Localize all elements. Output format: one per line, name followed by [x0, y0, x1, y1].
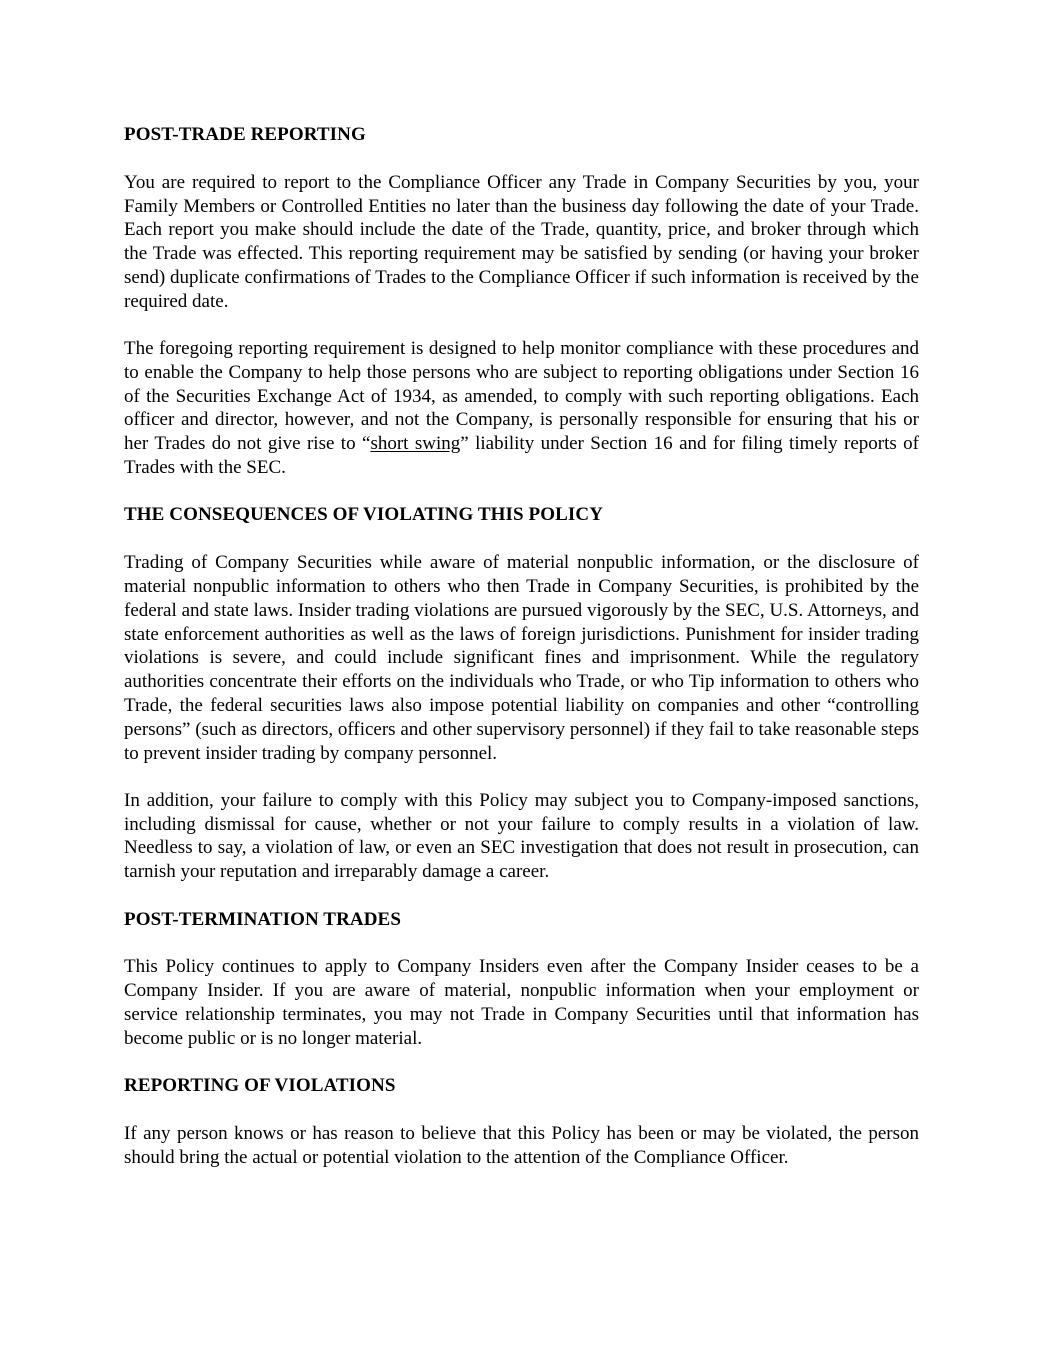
- paragraph-post-trade-reporting-1: You are required to report to the Compliance Officer any Trade in Company Securities by you, your Family Members or Controlled Entities no later than the business day following the date of your Trade. Each report you make should include the date of the Trade, quantity, price, and broker through which the Trade was effected. This reporting requirement may be satisfied by sending (or having your broker send) duplicate confirmations of Trades to the Compliance Officer if such information is received by the required date.: [124, 171, 919, 312]
- paragraph-post-trade-reporting-2: [124, 337, 919, 480]
- section-heading-reporting-of-violations: REPORTING OF VIOLATIONS: [124, 1075, 396, 1096]
- short-swing-underlined-term: short swing: [370, 433, 461, 455]
- document-page: [124, 123, 919, 1193]
- section-heading-post-trade-reporting: POST-TRADE REPORTING: [124, 124, 366, 145]
- paragraph-text: The foregoing reporting requirement is designed to help monitor compliance with these procedures and to enable the Company to help those persons who are subject to reporting obligations under Section 16 of the Securities Exchange Act of 1934, as amended, to comply with such reporting obligations. Each officer and director, however, and not the Company, is personally responsible for ensuring that his or her Trades do not give rise to “: [124, 338, 919, 455]
- paragraph-post-termination-trades: This Policy continues to apply to Company Insiders even after the Company Insider ceases to be a Company Insider. If you are aware of material, nonpublic information when your employment or service relationship terminates, you may not Trade in Company Securities until that information has become public or is no longer material.: [124, 956, 919, 1049]
- paragraph-consequences-1: Trading of Company Securities while aware of material nonpublic information, or the disclosure of material nonpublic information to others who then Trade in Company Securities, is prohibited by the federal and state laws. Insider trading violations are pursued vigorously by the SEC, U.S. Attorneys, and state enforcement authorities as well as the laws of foreign jurisdictions. Punishment for insider trading violations is severe, and could include significant fines and imprisonment. While the regulatory authorities concentrate their efforts on the individuals who Trade, or who Tip information to others who Trade, the federal securities laws also impose potential liability on companies and other “controlling persons” (such as directors, officers and other supervisory personnel) if they fail to take reasonable steps to prevent insider trading by company personnel.: [124, 552, 919, 764]
- paragraph-consequences-2: In addition, your failure to comply with this Policy may subject you to Company-imposed sanctions, including dismissal for cause, whether or not your failure to comply results in a violation of law. Needless to say, a violation of law, or even an SEC investigation that does not result in prosecution, can tarnish your reputation and irreparably damage a career.: [124, 789, 919, 883]
- paragraph-text: ” liability under Section 16 and for filing timely reports of Trades with the SEC.: [124, 433, 919, 479]
- section-heading-post-termination-trades: POST-TERMINATION TRADES: [124, 908, 401, 930]
- section-heading-consequences: THE CONSEQUENCES OF VIOLATING THIS POLICY: [124, 504, 604, 526]
- paragraph-reporting-of-violations: If any person knows or has reason to believe that this Policy has been or may be violated, the person should bring the actual or potential violation to the attention of the Compliance Officer.: [124, 1122, 919, 1168]
